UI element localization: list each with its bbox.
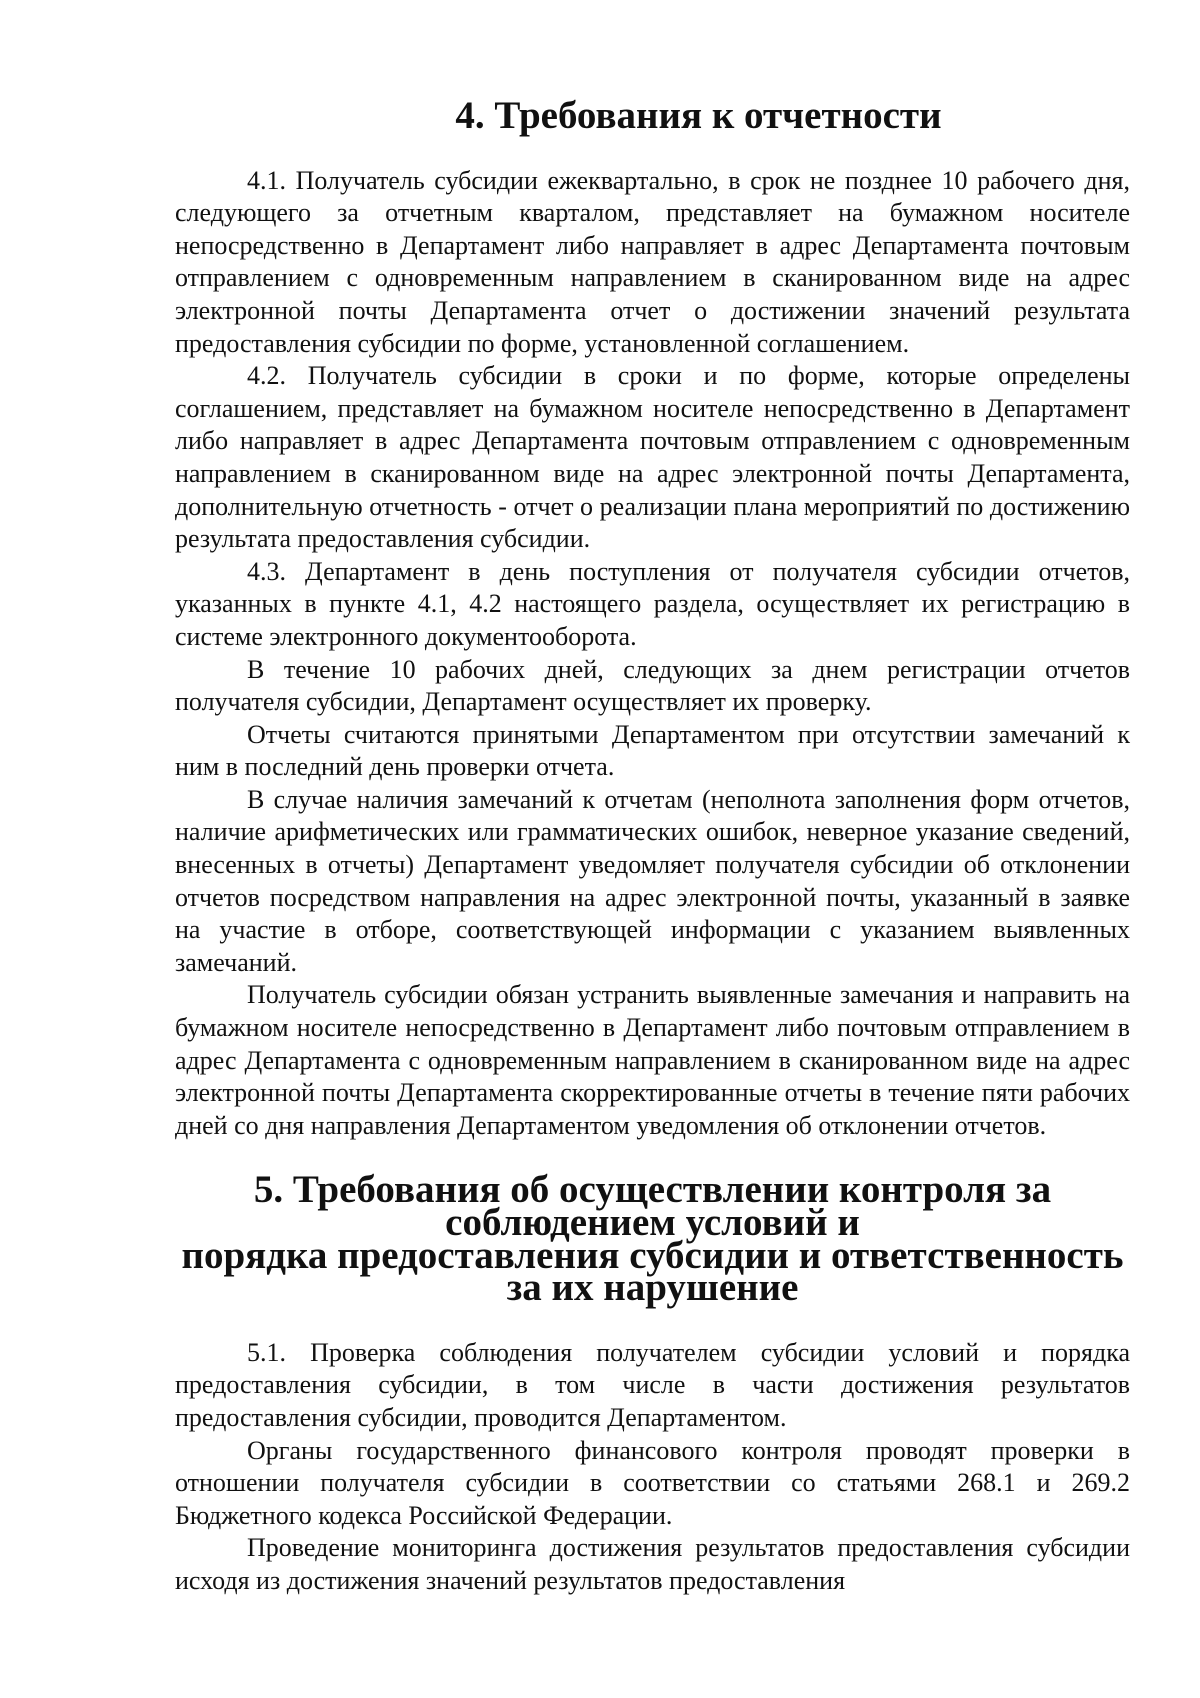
paragraph-4-3-review: В течение 10 рабочих дней, следующих за днем регистрации отчетов получателя субсидии, Департамент осуществляет их проверку. [175, 654, 1130, 717]
paragraph-4-3-correction: Получатель субсидии обязан устранить выявленные замечания и направить на бумажном носителе непосредственно в Департамент либо почтовым отправлением в адрес Департамента с одновременным направлением в сканированном виде на адрес электронной почты Департамента скорректированные отчеты в течение пяти рабочих дней со дня направления Департаментом уведомления об отклонении отчетов. [175, 980, 1130, 1140]
paragraph-4-3-remarks: В случае наличия замечаний к отчетам (неполнота заполнения форм отчетов, наличие арифметических или грамматических ошибок, неверное указание сведений, внесенных в отчеты) Департамент уведомляет получателя субсидии об отклонении отчетов посредством направления на адрес электронной почты, указанный в заявке на участие в отборе, соответствующей информации с указанием выявленных замечаний. [175, 784, 1130, 977]
document-page [175, 94, 1130, 1598]
paragraph-5-1: 5.1. Проверка соблюдения получателем субсидии условий и порядка предоставления субсидии, в том числе в части достижения результатов предоставления субсидии, проводится Департаментом. [175, 1337, 1130, 1432]
paragraph-5-1-monitoring: Проведение мониторинга достижения результатов предоставления субсидии исходя из достижения значений результатов предоставления [175, 1533, 1130, 1595]
paragraph-4-3: 4.3. Департамент в день поступления от получателя субсидии отчетов, указанных в пункте 4.1, 4.2 настоящего раздела, осуществляет их регистрацию в системе электронного документооборота. [175, 556, 1130, 651]
section-4-title: 4. Требования к отчетности [455, 94, 942, 137]
section-5-title [175, 1168, 1130, 1310]
paragraph-4-1: 4.1. Получатель субсидии ежеквартально, в срок не позднее 10 рабочего дня, следующего за отчетным кварталом, представляет на бумажном носителе непосредственно в Департамент либо направляет в адрес Департамента почтовым отправлением с одновременным направлением в сканированном виде на адрес электронной почты Департамента отчет о достижении значений результата предоставления субсидии по форме, установленной соглашением. [175, 165, 1130, 358]
paragraph-5-1-financial-control: Органы государственного финансового контроля проводят проверки в отношении получателя субсидии в соответствии со статьями 268.1 и 269.2 Бюджетного кодекса Российской Федерации. [175, 1435, 1130, 1530]
section-5-title-line-2: порядка предоставления субсидии и ответственность за их нарушение [181, 1233, 1124, 1310]
paragraph-4-2: 4.2. Получатель субсидии в сроки и по форме, которые определены соглашением, представляет на бумажном носителе непосредственно в Департамент либо направляет в адрес Департамента почтовым отправлением с одновременным направлением в сканированном виде на адрес электронной почты Департамента, дополнительную отчетность - отчет о реализации плана мероприятий по достижению результата предоставления субсидии. [175, 361, 1130, 554]
section-5-title-line-1: 5. Требования об осуществлении контроля за соблюдением условий и [253, 1168, 1052, 1244]
paragraph-4-3-accepted: Отчеты считаются принятыми Департаментом при отсутствии замечаний к ним в последний день проверки отчета. [175, 719, 1130, 782]
